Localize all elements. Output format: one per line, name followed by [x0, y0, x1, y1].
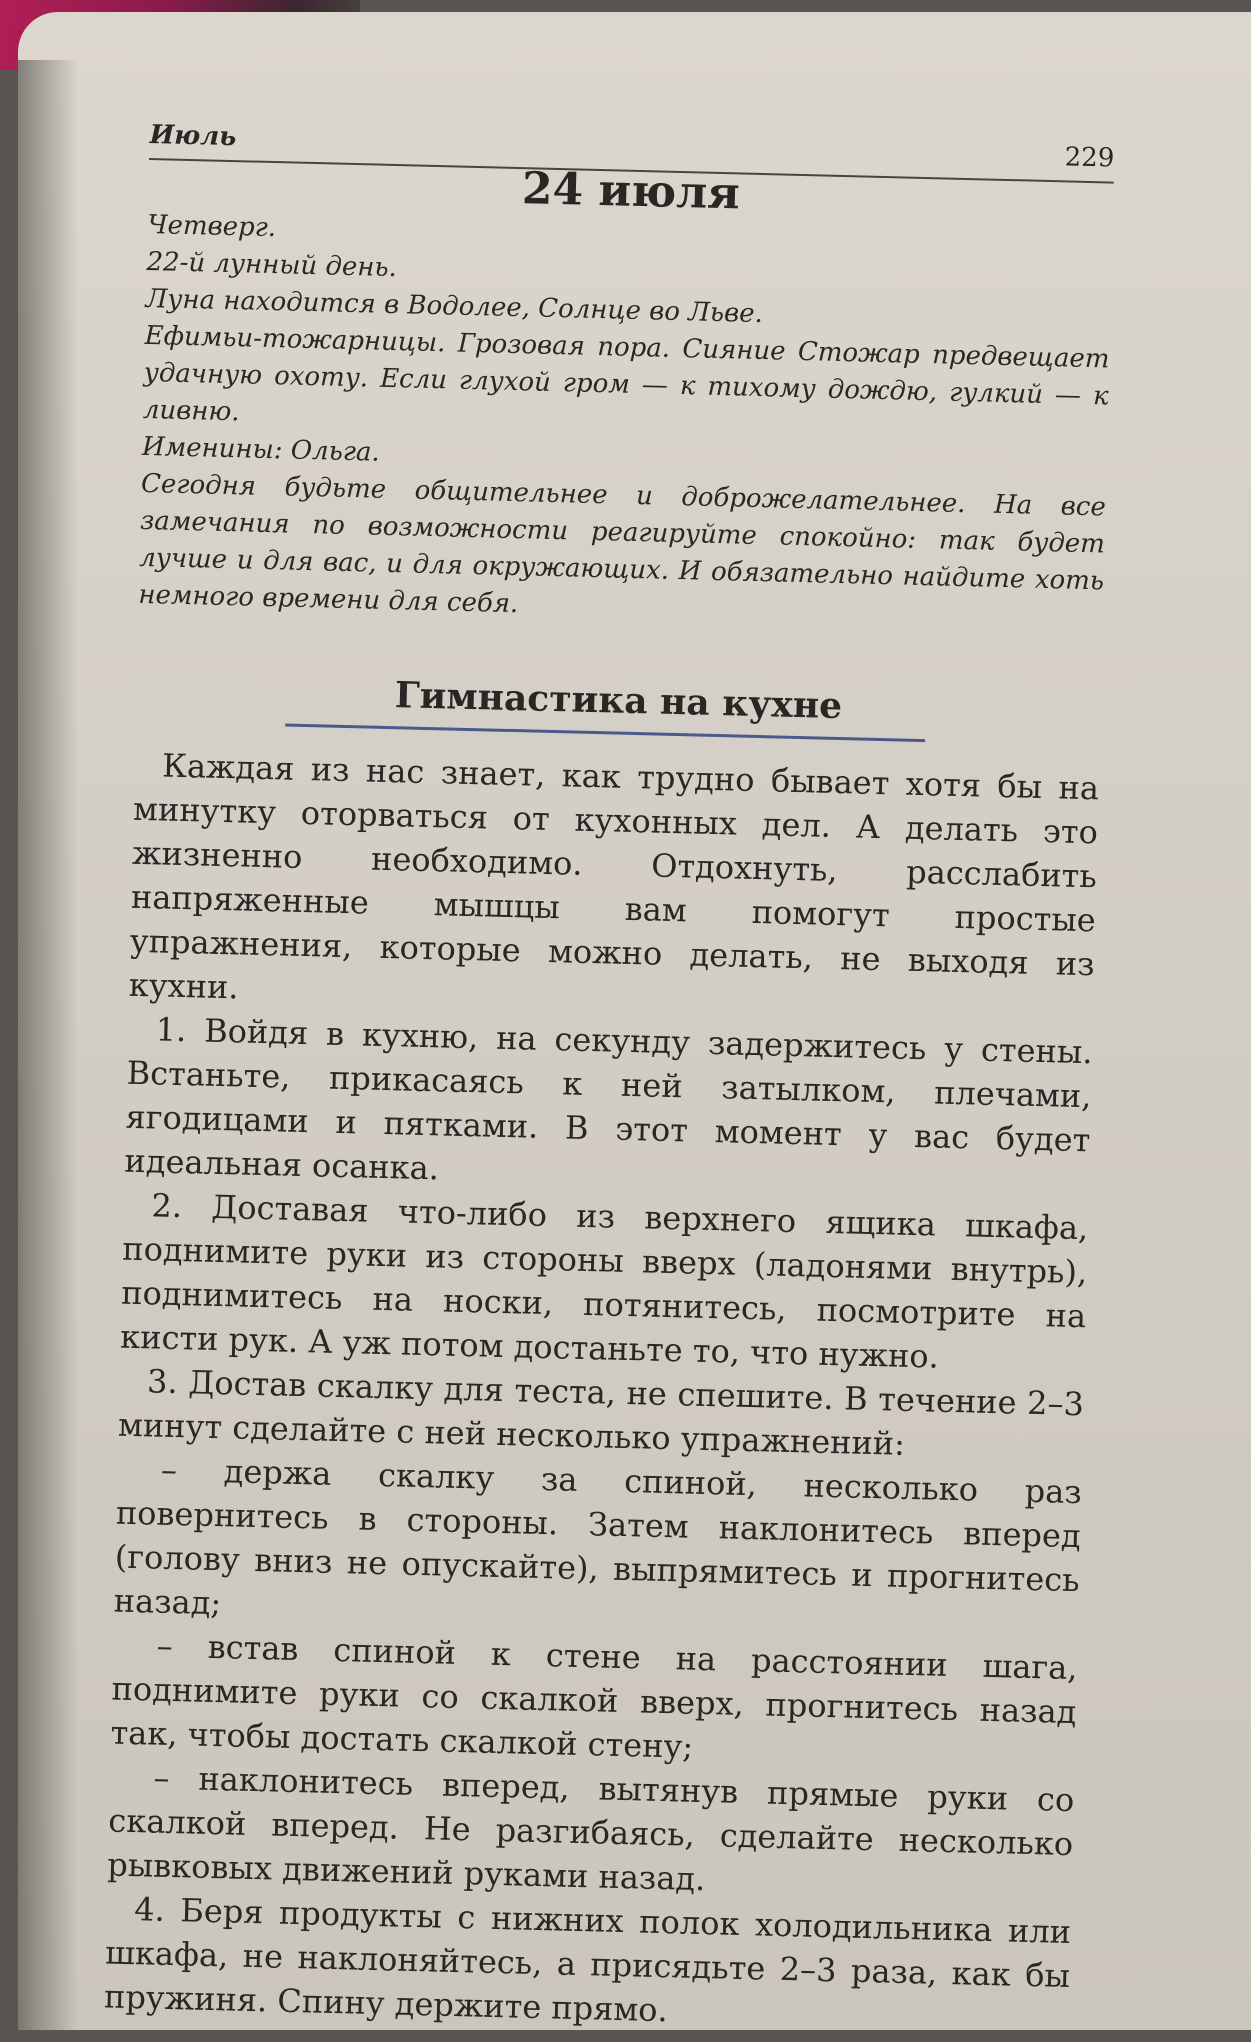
almanac-line: Ефимьи-тожарницы. Грозовая пора. Сияние Стожар предвещает удачную охоту. Если глухой гром — к тихому дождю, гулкий — к ливню. — [142, 320, 1110, 428]
article-body — [104, 743, 1100, 2042]
almanac-block — [138, 207, 1113, 637]
paragraph: – встав спиной к стене на расстоянии шага, поднимите руки со скалкой вверх, прогнитесь назад так, чтобы достать скалкой стену; — [110, 1626, 1078, 1766]
date-title: 24 июля — [521, 163, 741, 220]
paragraph: Каждая из нас знает, как трудно бывает хотя бы на минутку оторваться от кухонных дел. А делать это жизненно необходимо. Отдохнуть, расслабить напряженные мышцы вам помогут простые упражнения, которые можно делать, не выходя из кухни. — [128, 746, 1100, 1007]
paragraph: 2. Доставая что-либо из верхнего ящика шкафа, поднимите руки из стороны вверх (ладонями внутрь), поднимитесь на носки, потянитесь, посмотрите на кисти рук. А уж потом достаньте то, что нужно. — [119, 1186, 1089, 1376]
page-number: 229 — [1064, 142, 1115, 174]
running-header-section: Июль — [149, 120, 237, 153]
paragraph: – наклонитесь вперед, вытянув прямые руки со скалкой вперед. Не разгибаясь, сделайте несколько рывковых движений руками назад. — [106, 1758, 1075, 1899]
paragraph: 1. Войдя в кухню, на секунду задержитесь у стены. Встаньте, прикасаясь к ней затылком, плечами, ягодицами и пятками. В этот момент у вас будет идеальная осанка. — [124, 1010, 1093, 1188]
almanac-line: Сегодня будьте общительнее и доброжелательнее. На все замечания по возможности реагируйте спокойно: так будет лучше и для вас, и для окружающих. И обязательно найдите хоть немного времени для себя. — [138, 468, 1107, 620]
almanac-line: Луна находится в Водолее, Солнце во Льве. — [145, 283, 764, 330]
page-gutter-shadow — [18, 60, 78, 2030]
paragraph: 3. Достав скалку для теста, не спешите. В течение 2–3 минут сделайте с ней несколько упражнений: — [117, 1362, 1085, 1463]
paragraph: – держа скалку за спиной, несколько раз повернитесь в стороны. Затем наклонитесь вперед (голову вниз не опускайте), выпрямитесь и прогнитесь назад; — [113, 1450, 1083, 1623]
almanac-line: Именины: Ольга. — [141, 431, 381, 468]
page-content — [104, 120, 1130, 2042]
almanac-line: 22-й лунный день. — [146, 246, 398, 284]
section-title: Гимнастика на кухне — [394, 674, 843, 728]
almanac-line: Четверг. — [147, 209, 277, 244]
paragraph: 4. Беря продукты с нижних полок холодильника или шкафа, не наклоняйтесь, а присядьте 2–3 раза, как бы пружиня. Спину держите прямо. — [103, 1890, 1072, 2030]
